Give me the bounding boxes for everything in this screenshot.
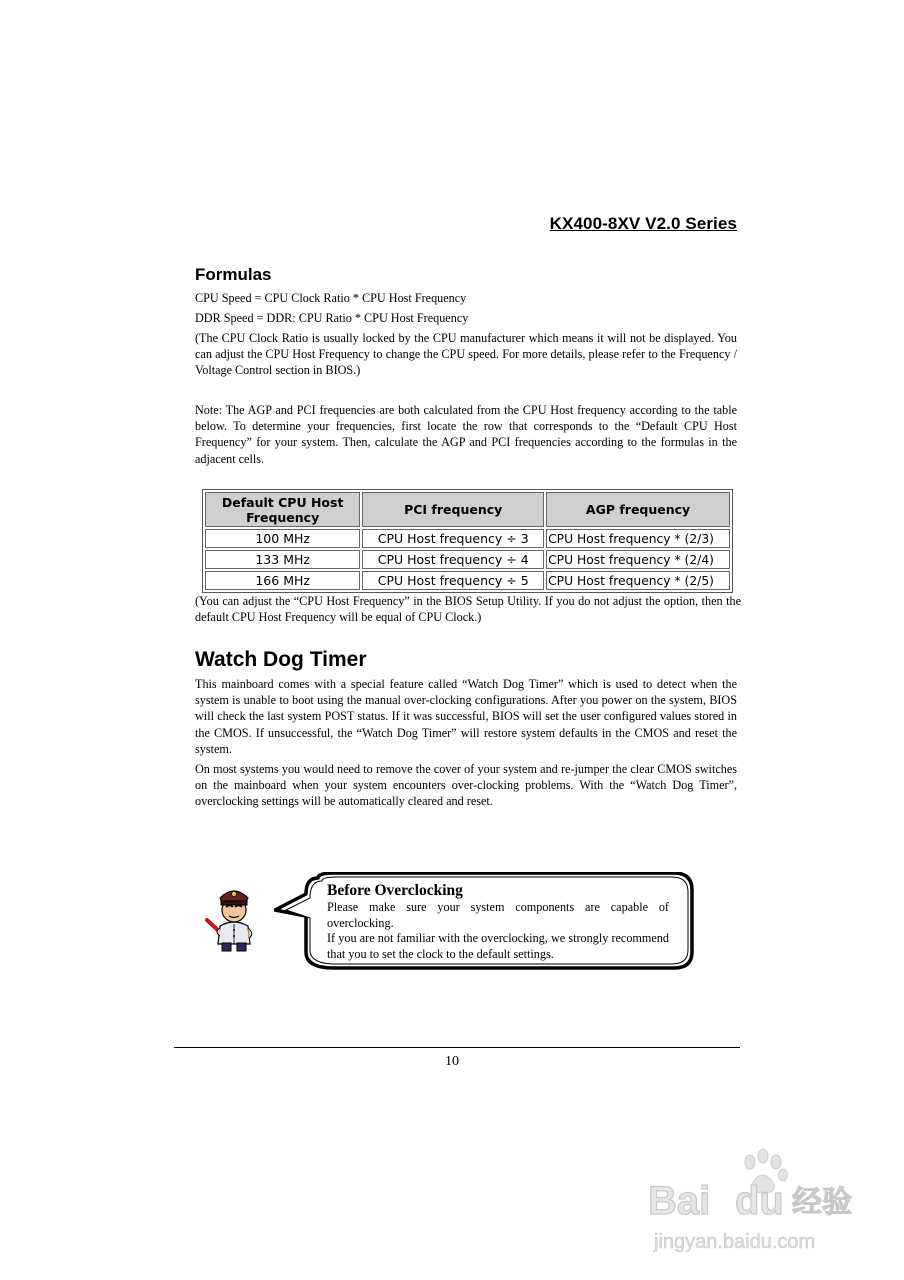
host-frequency-cell: 133 MHz xyxy=(205,550,360,569)
page-number: 10 xyxy=(445,1054,459,1069)
table-header-row xyxy=(205,492,730,527)
agp-frequency-cell: CPU Host frequency * (2/5) xyxy=(546,571,730,590)
callout-line-2: If you are not familiar with the overclocking, we strongly recommend that you to set the clock to the default settings. xyxy=(327,931,669,961)
agp-pci-note: Note: The AGP and PCI frequencies are both calculated from the CPU Host frequency according to the table below. To determine your frequencies, first locate the row that corresponds to the “Default CPU Host Frequency” for your system. Then, calculate the AGP and PCI frequencies according to the formulas in the adjacent cells. xyxy=(195,403,737,466)
header-pci-frequency: PCI frequency xyxy=(362,492,544,527)
host-frequency-cell: 100 MHz xyxy=(205,529,360,548)
pci-frequency-cell: CPU Host frequency ÷ 4 xyxy=(362,550,544,569)
watchdog-paragraph-1: This mainboard comes with a special feature called “Watch Dog Timer” which is used to detect when the system is unable to boot using the manual over-clocking configurations. After you power on the system, BIOS will check the last system POST status. If it was successful, BIOS will set the user configured values stored in the CMOS. If unsuccessful, the “Watch Dog Timer” will restore system defaults in the CMOS and reset the system. xyxy=(195,677,737,756)
svg-text:Bai: Bai xyxy=(648,1179,711,1223)
table-row xyxy=(205,571,730,590)
agp-frequency-cell: CPU Host frequency * (2/3) xyxy=(546,529,730,548)
baidu-watermark xyxy=(640,1140,880,1260)
header-default-cpu-host-frequency: Default CPU Host Frequency xyxy=(205,492,360,527)
callout-line-1: Please make sure your system components are capable of overclocking. xyxy=(327,900,669,930)
cpu-speed-formula: CPU Speed = CPU Clock Ratio * CPU Host Frequency xyxy=(195,291,467,305)
pci-frequency-cell: CPU Host frequency ÷ 5 xyxy=(362,571,544,590)
svg-text:经验: 经验 xyxy=(792,1185,852,1220)
table-footnote: (You can adjust the “CPU Host Frequency” in the BIOS Setup Utility. If you do not adjust the option, then the default CPU Host Frequency will be equal of CPU Clock.) xyxy=(195,594,741,625)
formulas-heading: Formulas xyxy=(195,265,272,284)
watchdog-heading: Watch Dog Timer xyxy=(195,648,367,671)
table-row xyxy=(205,529,730,548)
host-frequency-cell: 166 MHz xyxy=(205,571,360,590)
callout-text xyxy=(327,882,669,962)
footer-rule xyxy=(174,1047,740,1048)
frequency-table xyxy=(202,489,733,593)
callout-title: Before Overclocking xyxy=(327,882,463,899)
agp-frequency-cell: CPU Host frequency * (2/4) xyxy=(546,550,730,569)
police-officer-icon xyxy=(204,882,266,954)
table-row xyxy=(205,550,730,569)
svg-text:jingyan.baidu.com: jingyan.baidu.com xyxy=(654,1231,816,1253)
ddr-speed-formula: DDR Speed = DDR: CPU Ratio * CPU Host Frequency xyxy=(195,311,469,325)
svg-text:du: du xyxy=(735,1179,784,1223)
clock-ratio-note: (The CPU Clock Ratio is usually locked by the CPU manufacturer which means it will not be displayed. You can adjust the CPU Host Frequency to change the CPU speed. For more details, please refer to the Frequency / Voltage Control section in BIOS.) xyxy=(195,331,737,378)
header-agp-frequency: AGP frequency xyxy=(546,492,730,527)
watchdog-paragraph-2: On most systems you would need to remove the cover of your system and re-jumper the clear CMOS switches on the mainboard when your system encounters over-clocking problems. With the “Watch Dog Timer”, overclocking settings will be automatically cleared and reset. xyxy=(195,762,737,809)
pci-frequency-cell: CPU Host frequency ÷ 3 xyxy=(362,529,544,548)
header-title: KX400-8XV V2.0 Series xyxy=(549,214,737,233)
